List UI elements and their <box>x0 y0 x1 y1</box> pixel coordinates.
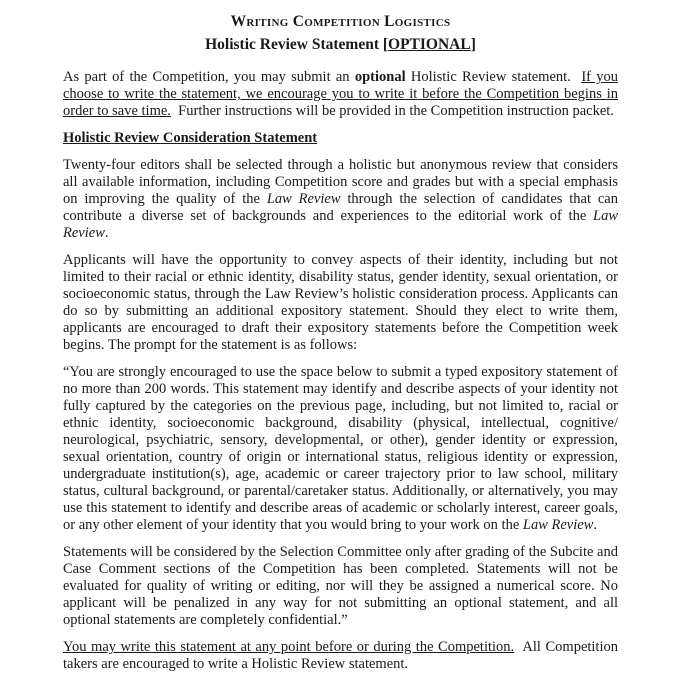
text-run: Applicants will have the opportunity to convey aspects of their identity, including but not limited to their racial or ethnic identity, disability status, gender identity, sexual orientation, or socioeconomic status, through the Law Review’s holistic consideration process. Applicants can do so by submitting an additional expository statement. Should they elect to write them, applicants are encouraged to draft their expository statements before the Competition week begins. The prompt for the statement is as follows: <box>63 252 618 353</box>
subtitle-prefix: Holistic Review Statement [ <box>205 36 389 53</box>
document-subtitle <box>63 36 618 54</box>
text-run: “You are strongly encouraged to use the space below to submit a typed expository statement of no more than 200 words. This statement may identify and describe aspects of your identity not fully captured by the categories on the previous page, including, but not limited to, racial or ethnic identity, socioeconomic background, disability (physical, intellectual, cognitive/ neurological, psychiatric, sensory, developmental, or other), gender identity or expression, sexual orientation, country of origin or international status, religious identity or expression, undergraduate institution(s), age, academic or career trajectory prior to law school, military status, cultural background, or parental/caretaker status. Additionally, or alternatively, you may use this statement to identify and describe areas of academic or scholarly interest, career goals, or any other element of your identity that you would bring to your work on the <box>63 364 618 533</box>
text-run: All Competition takers are encouraged to write a Holistic Review statement. <box>63 639 618 672</box>
text-run: Law Review <box>63 208 618 241</box>
prompt-quote-paragraph <box>63 364 618 534</box>
text-run: You may write this statement at any point before or during the Competition. <box>63 639 515 655</box>
text-run: As part of the Competition, you may submit an <box>63 69 355 85</box>
text-run: Law Review <box>266 191 341 207</box>
text-run: Holistic Review statement. <box>405 69 582 85</box>
text-run: Twenty-four editors shall be selected through a holistic but anonymous review that considers all available information, including Competition score and grades but with a special emphasis on improving the quality of the <box>63 157 618 207</box>
subtitle-suffix: ] <box>470 36 476 53</box>
text-run: through the selection of candidates that can contribute a diverse set of backgrounds and experiences to the editorial work of the <box>63 191 618 224</box>
text-run: Law Review <box>522 517 594 533</box>
applicants-identity-paragraph <box>63 252 618 354</box>
text-run: Statements will be considered by the Selection Committee only after grading of the Subcite and Case Comment sections of the Competition has been completed. Statements will not be evaluated for quality of writing or editing, nor will they be assigned a numerical score. No applicant will be penalized in any way for not submitting an optional statement, and all optional statements are completely confidential.” <box>63 544 618 628</box>
section-heading: Holistic Review Consideration Statement <box>63 130 318 146</box>
editors-selection-paragraph <box>63 157 618 242</box>
text-run: If you choose to write the statement, we encourage you to write it before the Competition begins in order to save time. <box>63 69 618 119</box>
text-run: . <box>593 517 597 533</box>
subtitle-optional-label: OPTIONAL <box>388 36 471 53</box>
closing-paragraph <box>63 639 618 673</box>
intro-paragraph <box>63 69 618 120</box>
document-title: Writing Competition Logistics <box>230 13 451 30</box>
selection-committee-paragraph <box>63 544 618 629</box>
text-run: . <box>104 225 109 241</box>
text-run: Further instructions will be provided in the Competition instruction packet. <box>170 103 614 119</box>
text-run: optional <box>354 69 406 85</box>
